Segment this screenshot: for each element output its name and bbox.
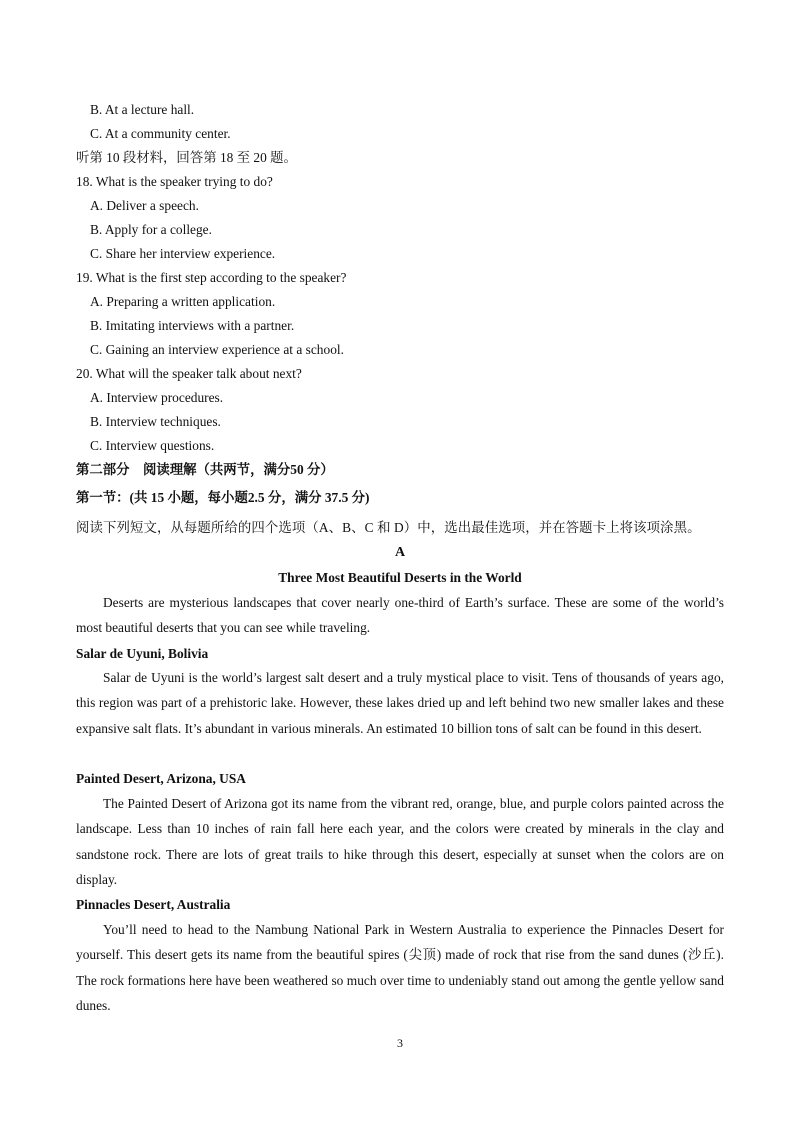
reading-instruction: 阅读下列短文，从每题所给的四个选项（A、B、C 和 D）中，选出最佳选项，并在答题卡上将该项涂黑。	[76, 520, 701, 535]
passage-letter: A	[394, 545, 406, 560]
option-20-a: A. Interview procedures.	[90, 390, 224, 405]
part2-heading: 第二部分 阅读理解（共两节，满分50 分）	[76, 462, 334, 477]
question-18: 18. What is the speaker trying to do?	[76, 174, 273, 189]
option-17-c: C. At a community center.	[90, 126, 231, 141]
option-18-c: C. Share her interview experience.	[90, 246, 276, 261]
option-20-c: C. Interview questions.	[90, 438, 215, 453]
passage-intro: Deserts are mysterious landscapes that cover nearly one-third of Earth’s surface. These are some of the world’s most beautiful deserts that you can see while traveling.	[76, 595, 724, 636]
question-19: 19. What is the first step according to the speaker?	[76, 270, 347, 285]
option-20-b: B. Interview techniques.	[90, 414, 221, 429]
option-17-b: B. At a lecture hall.	[90, 102, 195, 117]
question-20: 20. What will the speaker talk about next?	[76, 366, 302, 381]
section-text-painted-desert: The Painted Desert of Arizona got its name from the vibrant red, orange, blue, and purple colors painted across the landscape. Less than 10 inches of rain fall here each year, and the colors were created by minerals in the clay and sandstone rock. There are lots of great trails to hike through this desert, especially at sunset when the colors are on display.	[76, 796, 724, 887]
section-heading-pinnacles-desert: Pinnacles Desert, Australia	[76, 897, 231, 912]
passage-title: Three Most Beautiful Deserts in the World	[278, 570, 522, 585]
option-18-b: B. Apply for a college.	[90, 222, 212, 237]
section-text-pinnacles-desert: You’ll need to head to the Nambung National Park in Western Australia to experience the Pinnacles Desert for yourself. This desert gets its name from the beautiful spires (尖顶) made of rock that rise from the sand dunes (沙丘). The rock formations here have been weathered so much over time to undeniably stand out among the gentle yellow sand dunes.	[76, 922, 724, 1013]
listening-instruction-10: 听第 10 段材料，回答第 18 至 20 题。	[76, 150, 297, 165]
section-heading-salar-de-uyuni: Salar de Uyuni, Bolivia	[76, 646, 209, 661]
option-18-a: A. Deliver a speech.	[90, 198, 199, 213]
option-19-a: A. Preparing a written application.	[90, 294, 276, 309]
section-heading-painted-desert: Painted Desert, Arizona, USA	[76, 771, 246, 786]
section1-heading: 第一节：(共 15 小题，每小题2.5 分，满分 37.5 分)	[76, 490, 370, 505]
section-text-salar-de-uyuni: Salar de Uyuni is the world’s largest salt desert and a truly mystical place to visit. Tens of thousands of years ago, this region was part of a prehistoric lake. However, these lakes dried up and left behind two new smaller lakes and these expansive salt flats. It’s abundant in various minerals. An estimated 10 billion tons of salt can be found in this desert.	[76, 670, 724, 736]
option-19-b: B. Imitating interviews with a partner.	[90, 318, 295, 333]
option-19-c: C. Gaining an interview experience at a school.	[90, 342, 344, 357]
page-number: 3	[397, 1036, 403, 1050]
